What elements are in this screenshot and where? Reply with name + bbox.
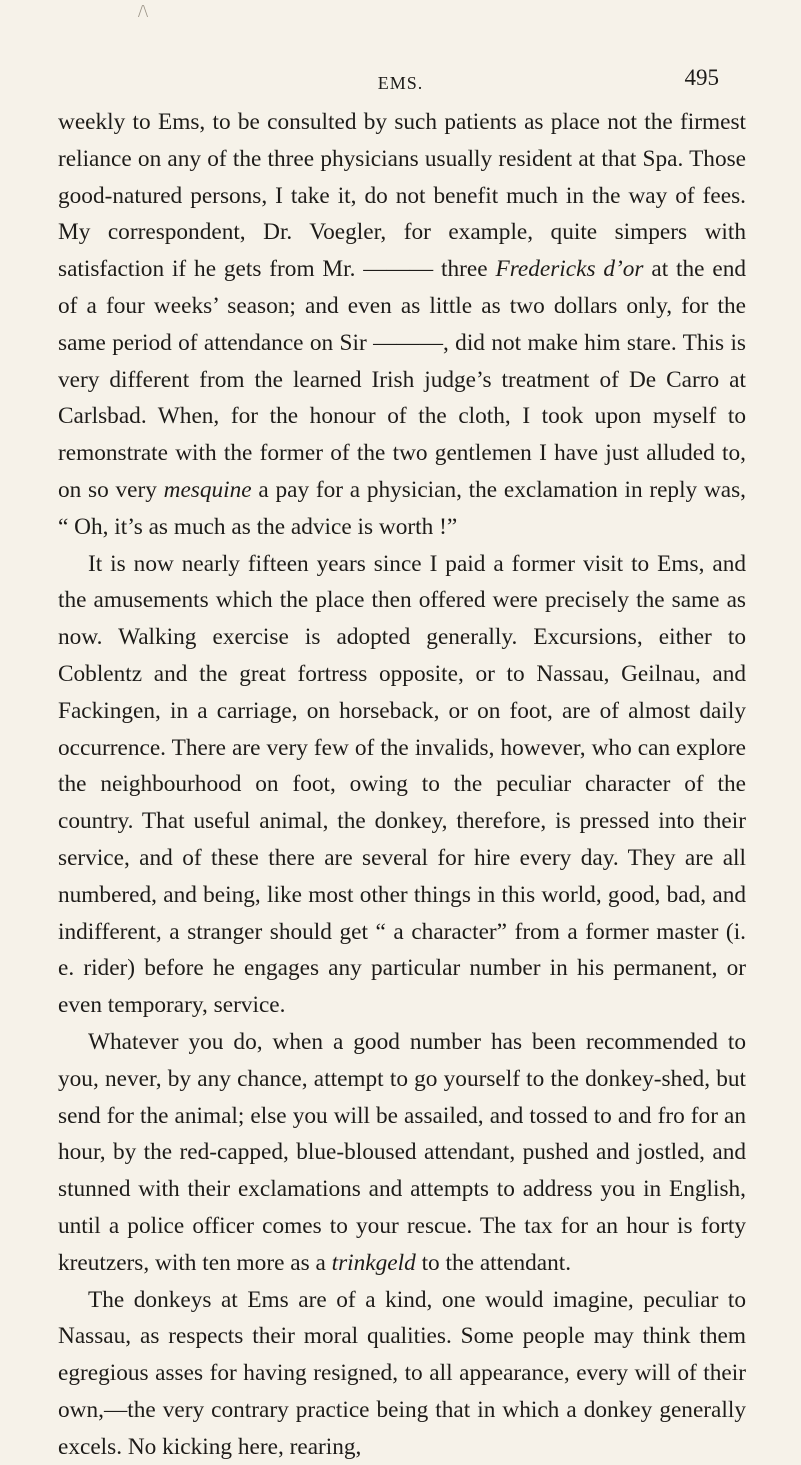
body-text — [58, 104, 746, 1465]
paragraph-3 — [58, 1024, 746, 1282]
text-run: weekly to Ems, to be consulted by such patients as place not the firmest reliance on any of the three physicians usually resident at that Spa. Those good-natured persons, I take it, do not benefit much in the way of fees. My correspondent, Dr. Voegler, for example, quite simpers with satisfaction if he gets from Mr. ——— three — [58, 109, 746, 282]
paragraph-4 — [58, 1282, 746, 1465]
italic-phrase: Fredericks d’or — [495, 256, 643, 282]
text-run: to the attendant. — [416, 1250, 571, 1276]
text-run: It is now nearly fifteen years since I paid a former visit to Ems, and the amusements which the place then offered were precisely the same as now. Walking exercise is adopted generally. Excursions, either to Coblentz and the great fortress opposite, or to Nassau, Geilnau, and Fackingen, in a carriage, on horseback, or on foot, are of almost daily occurrence. There are very few of the invalids, however, who can explore the neighbourhood on foot, owing to the peculiar character of the country. That useful animal, the donkey, therefore, is pressed into their service, and of these there are several for hire every day. They are all numbered, and being, like most other things in this world, good, bad, and indifferent, a stranger should get “ a character” from a former master (i. e. rider) before he engages any particular number in his permanent, or even temporary, service. — [58, 551, 746, 1019]
running-head-title: EMS. — [0, 74, 801, 92]
paragraph-2 — [58, 546, 746, 1024]
italic-phrase: trinkgeld — [332, 1250, 416, 1276]
text-run: a pay for a physician, the exclamation in reply was, “ Oh, it’s as much as the advice is worth !” — [58, 477, 746, 540]
text-run: The donkeys at Ems are of a kind, one would imagine, peculiar to Nassau, as respects their moral qualities. Some people may think them egregious asses for having resigned, to all appearance, every will of their own,—the very contrary practice being that in which a donkey generally excels. No kicking here, rearing, — [58, 1287, 746, 1460]
running-head — [0, 66, 801, 102]
text-run: Whatever you do, when a good number has been recommended to you, never, by any chance, attempt to go yourself to the donkey-shed, but send for the animal; else you will be assailed, and tossed to and fro for an hour, by the red-capped, blue-bloused attendant, pushed and jostled, and stunned with their exclamations and attempts to address you in English, until a police officer comes to your rescue. The tax for an hour is forty kreutzers, with ten more as a — [58, 1029, 746, 1276]
italic-phrase: mesquine — [164, 477, 252, 503]
paragraph-1 — [58, 104, 746, 546]
text-run: at the end of a four weeks’ season; and even as little as two dollars only, for the same period of attendance on Sir ———, did not make him stare. This is very different from the learned Irish judge’s treatment of De Carro at Carlsbad. When, for the honour of the cloth, I took upon myself to remonstrate with the former of the two gentlemen I have just alluded to, on so very — [58, 256, 746, 503]
corner-mark: /\ — [138, 2, 148, 20]
page-number: 495 — [685, 66, 720, 89]
